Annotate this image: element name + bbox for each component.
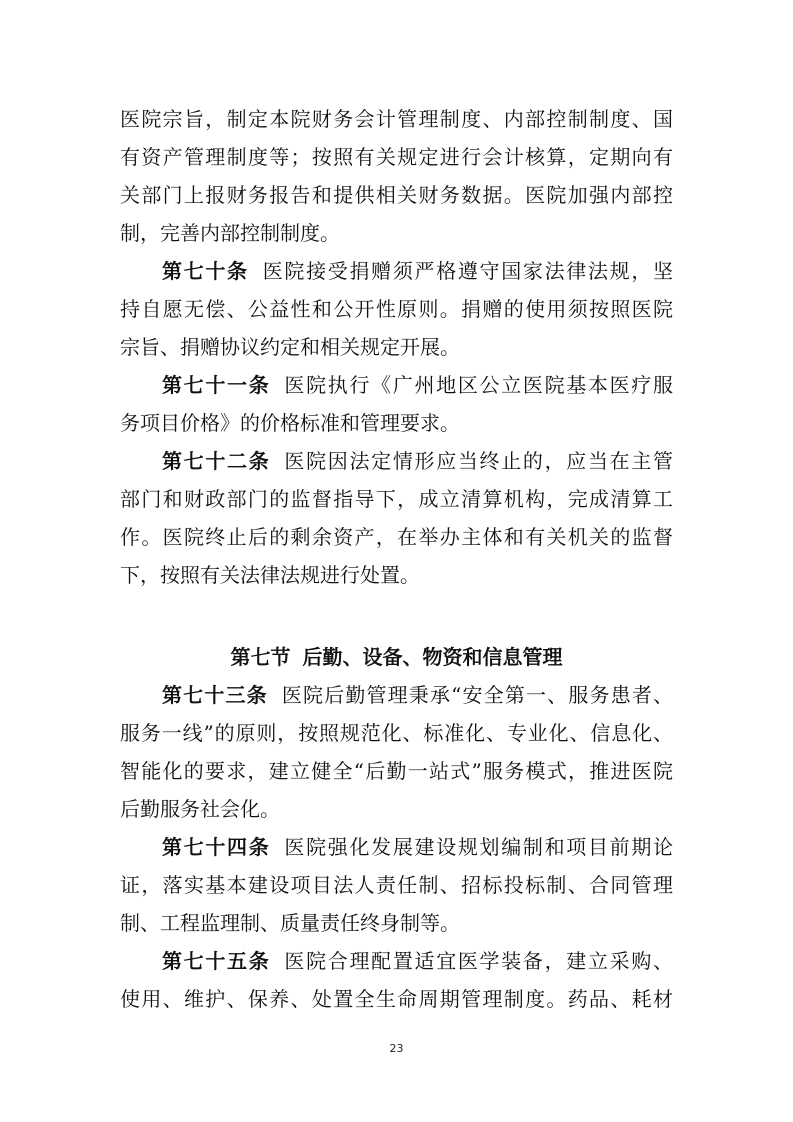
- article-70-text: 医院接受捐赠须严格遵守国家法律法规，坚: [262, 259, 673, 283]
- article-75-label: 第七十五条: [162, 949, 271, 973]
- text-line: 下，按照有关法律法规进行处置。: [120, 563, 420, 587]
- article-73-label: 第七十三条: [162, 683, 268, 707]
- text-line: 持自愿无偿、公益性和公开性原则。捐赠的使用须按照医院: [120, 297, 673, 321]
- text-line: 制、工程监理制、质量责任终身制等。: [120, 911, 460, 935]
- text-line: 宗旨、捐赠协议约定和相关规定开展。: [120, 335, 460, 359]
- section-title: 后勤、设备、物资和信息管理: [302, 645, 563, 669]
- text-line: 医院宗旨，制定本院财务会计管理制度、内部控制制度、国: [120, 107, 673, 131]
- text-line: 智能化的要求，建立健全“后勤一站式”服务模式，推进医院: [120, 759, 673, 783]
- article-74-text: 医院强化发展建设规划编制和项目前期论: [284, 835, 673, 859]
- text-line: 证，落实基本建设项目法人责任制、招标投标制、合同管理: [120, 873, 673, 897]
- text-line: 制，完善内部控制制度。: [120, 221, 340, 245]
- article-72-label: 第七十二条: [162, 449, 271, 473]
- text-line: 服务一线”的原则，按照规范化、标准化、专业化、信息化、: [120, 721, 673, 745]
- page-number: 23: [389, 1042, 404, 1055]
- section-heading: [0, 638, 793, 676]
- article-71-text: 医院执行《广州地区公立医院基本医疗服: [284, 373, 673, 397]
- article-73-first-line: [162, 676, 673, 714]
- article-74-first-line: [162, 828, 673, 866]
- article-70-label: 第七十条: [162, 259, 249, 283]
- article-71-first-line: [162, 366, 673, 404]
- article-72-first-line: [162, 442, 673, 480]
- text-line: 作。医院终止后的剩余资产，在举办主体和有关机关的监督: [120, 525, 673, 549]
- article-73-text: 医院后勤管理秉承“安全第一、服务患者、: [281, 683, 673, 707]
- text-line: 后勤服务社会化。: [120, 797, 280, 821]
- article-70-first-line: [162, 252, 673, 290]
- article-75-first-line: [162, 942, 673, 980]
- text-line: 务项目价格》的价格标准和管理要求。: [120, 411, 460, 435]
- article-74-label: 第七十四条: [162, 835, 271, 859]
- text-line: 关部门上报财务报告和提供相关财务数据。医院加强内部控: [120, 183, 673, 207]
- text-line: 部门和财政部门的监督指导下，成立清算机构，完成清算工: [120, 487, 673, 511]
- text-line: 使用、维护、保养、处置全生命周期管理制度。药品、耗材: [120, 987, 673, 1011]
- text-line: 有资产管理制度等；按照有关规定进行会计核算，定期向有: [120, 145, 673, 169]
- article-72-text: 医院因法定情形应当终止的，应当在主管: [284, 449, 673, 473]
- article-75-text: 医院合理配置适宜医学装备，建立采购、: [284, 949, 673, 973]
- article-71-label: 第七十一条: [162, 373, 271, 397]
- section-number: 第七节: [230, 645, 291, 669]
